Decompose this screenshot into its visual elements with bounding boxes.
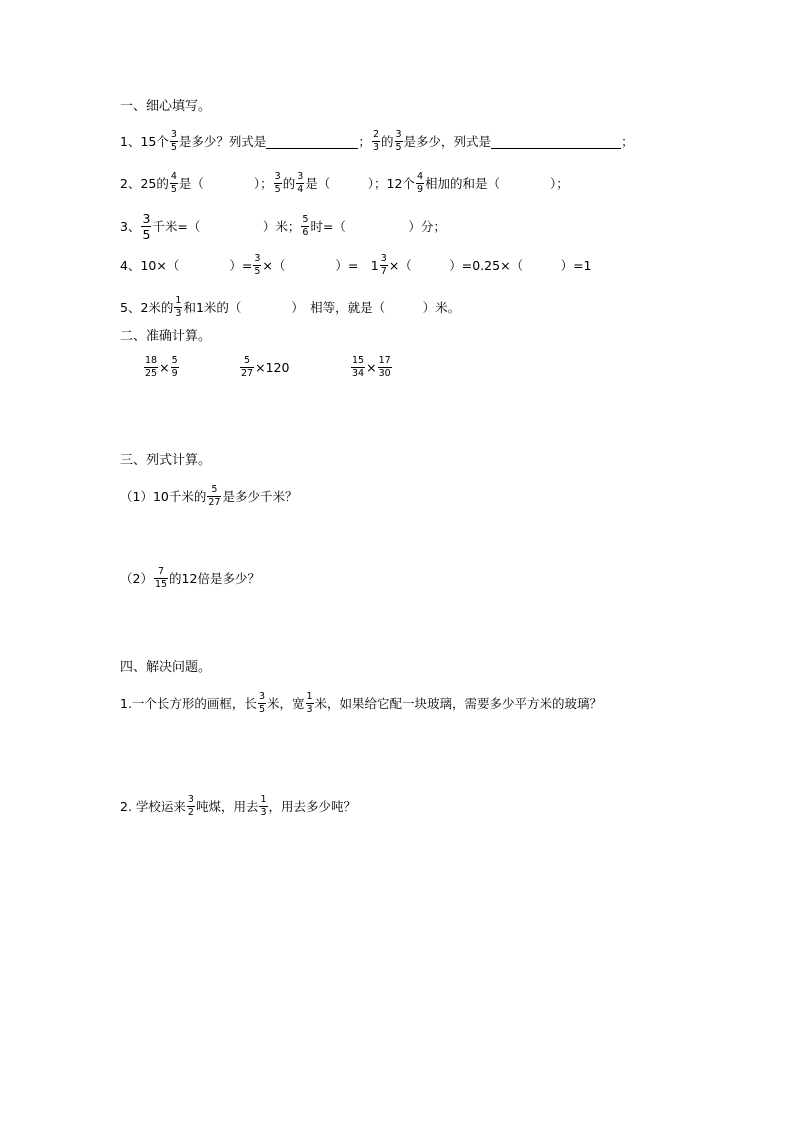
question-2: 2、25的 $\frac{4}{5}$ 是（ ）； $\frac{3}{5}$ 的 $\frac{3}{4}$ 是（ ）；12个 $\frac{4}{9}$ 相加的和是（ ）； <box>120 171 569 195</box>
calc-expr-2: $\frac{5}{27}$ ×120 <box>241 355 290 379</box>
section3-heading: 三、列式计算。 <box>120 453 212 468</box>
fraction: $\frac{4}{5}$ <box>170 171 177 195</box>
fraction: $\frac{3}{5}$ <box>142 211 151 242</box>
fraction: $\frac{17}{30}$ <box>378 355 391 379</box>
answer-blank-1[interactable] <box>266 135 358 149</box>
question-3: 3、 $\frac{3}{5}$ 千米=（ ）米； $\frac{5}{6}$ 时=（ ）分； <box>120 211 446 242</box>
fraction: $\frac{3}{5}$ <box>258 691 265 715</box>
fraction: $\frac{2}{3}$ <box>372 129 379 153</box>
fraction: $\frac{7}{15}$ <box>154 566 168 590</box>
problem-4-1: 1.一个长方形的画框，长 $\frac{3}{5}$ 米，宽 $\frac{1}{3}$ 米，如果给它配一块玻璃，需要多少平方米的玻璃？ <box>120 691 603 715</box>
problem-3-1: （1）10千米的 $\frac{5}{27}$ 是多少千米？ <box>120 484 298 508</box>
calc-expr-3: $\frac{15}{34}$ × $\frac{17}{30}$ <box>352 355 391 379</box>
fraction: $\frac{5}{27}$ <box>208 484 221 508</box>
fraction: $\frac{3}{5}$ <box>395 129 402 153</box>
fraction: $\frac{5}{27}$ <box>241 355 254 379</box>
fraction: $\frac{1}{3}$ <box>306 691 313 715</box>
problem-4-2: 2. 学校运来 $\frac{3}{2}$ 吨煤，用去 $\frac{1}{3}$ ，用去多少吨？ <box>120 794 357 818</box>
fraction: $\frac{3}{2}$ <box>187 794 194 818</box>
question-4: 4、10×（ ）= $\frac{3}{5}$ ×（ ）= 1 $\frac{3}{7}$ ×（ ）=0.25×（ ）=1 <box>120 253 592 277</box>
calc-expr-1: $\frac{18}{25}$ × $\frac{5}{9}$ <box>145 355 178 379</box>
fraction: $\frac{3}{4}$ <box>297 171 304 195</box>
question-5: 5、2米的 $\frac{1}{3}$ 和1米的（ ） 相等，就是（ ）米。 <box>120 295 461 319</box>
fraction: $\frac{3}{5}$ <box>274 171 281 195</box>
fraction: $\frac{5}{6}$ <box>302 214 309 238</box>
section2-heading: 二、准确计算。 <box>120 329 212 344</box>
question-1: 1、15个 $\frac{3}{5}$ 是多少？列式是 ； $\frac{2}{3}$ 的 $\frac{3}{5}$ 是多少，列式是 ； <box>120 129 634 153</box>
problem-3-2: （2） $\frac{7}{15}$ 的12倍是多少？ <box>120 566 260 590</box>
answer-blank-2[interactable] <box>491 135 621 149</box>
fraction: $\frac{15}{34}$ <box>352 355 365 379</box>
fraction: $\frac{3}{5}$ <box>254 253 261 277</box>
fraction: $\frac{1}{3}$ <box>175 295 182 319</box>
fraction: $\frac{3}{5}$ <box>170 129 177 153</box>
fraction: $\frac{1}{3}$ <box>260 794 267 818</box>
fraction: $\frac{3}{7}$ <box>380 253 387 277</box>
fraction: $\frac{18}{25}$ <box>145 355 158 379</box>
fraction: $\frac{4}{9}$ <box>416 171 423 195</box>
section4-heading: 四、解决问题。 <box>120 660 212 675</box>
section1-heading: 一、细心填写。 <box>120 99 212 114</box>
fraction: $\frac{5}{9}$ <box>171 355 178 379</box>
